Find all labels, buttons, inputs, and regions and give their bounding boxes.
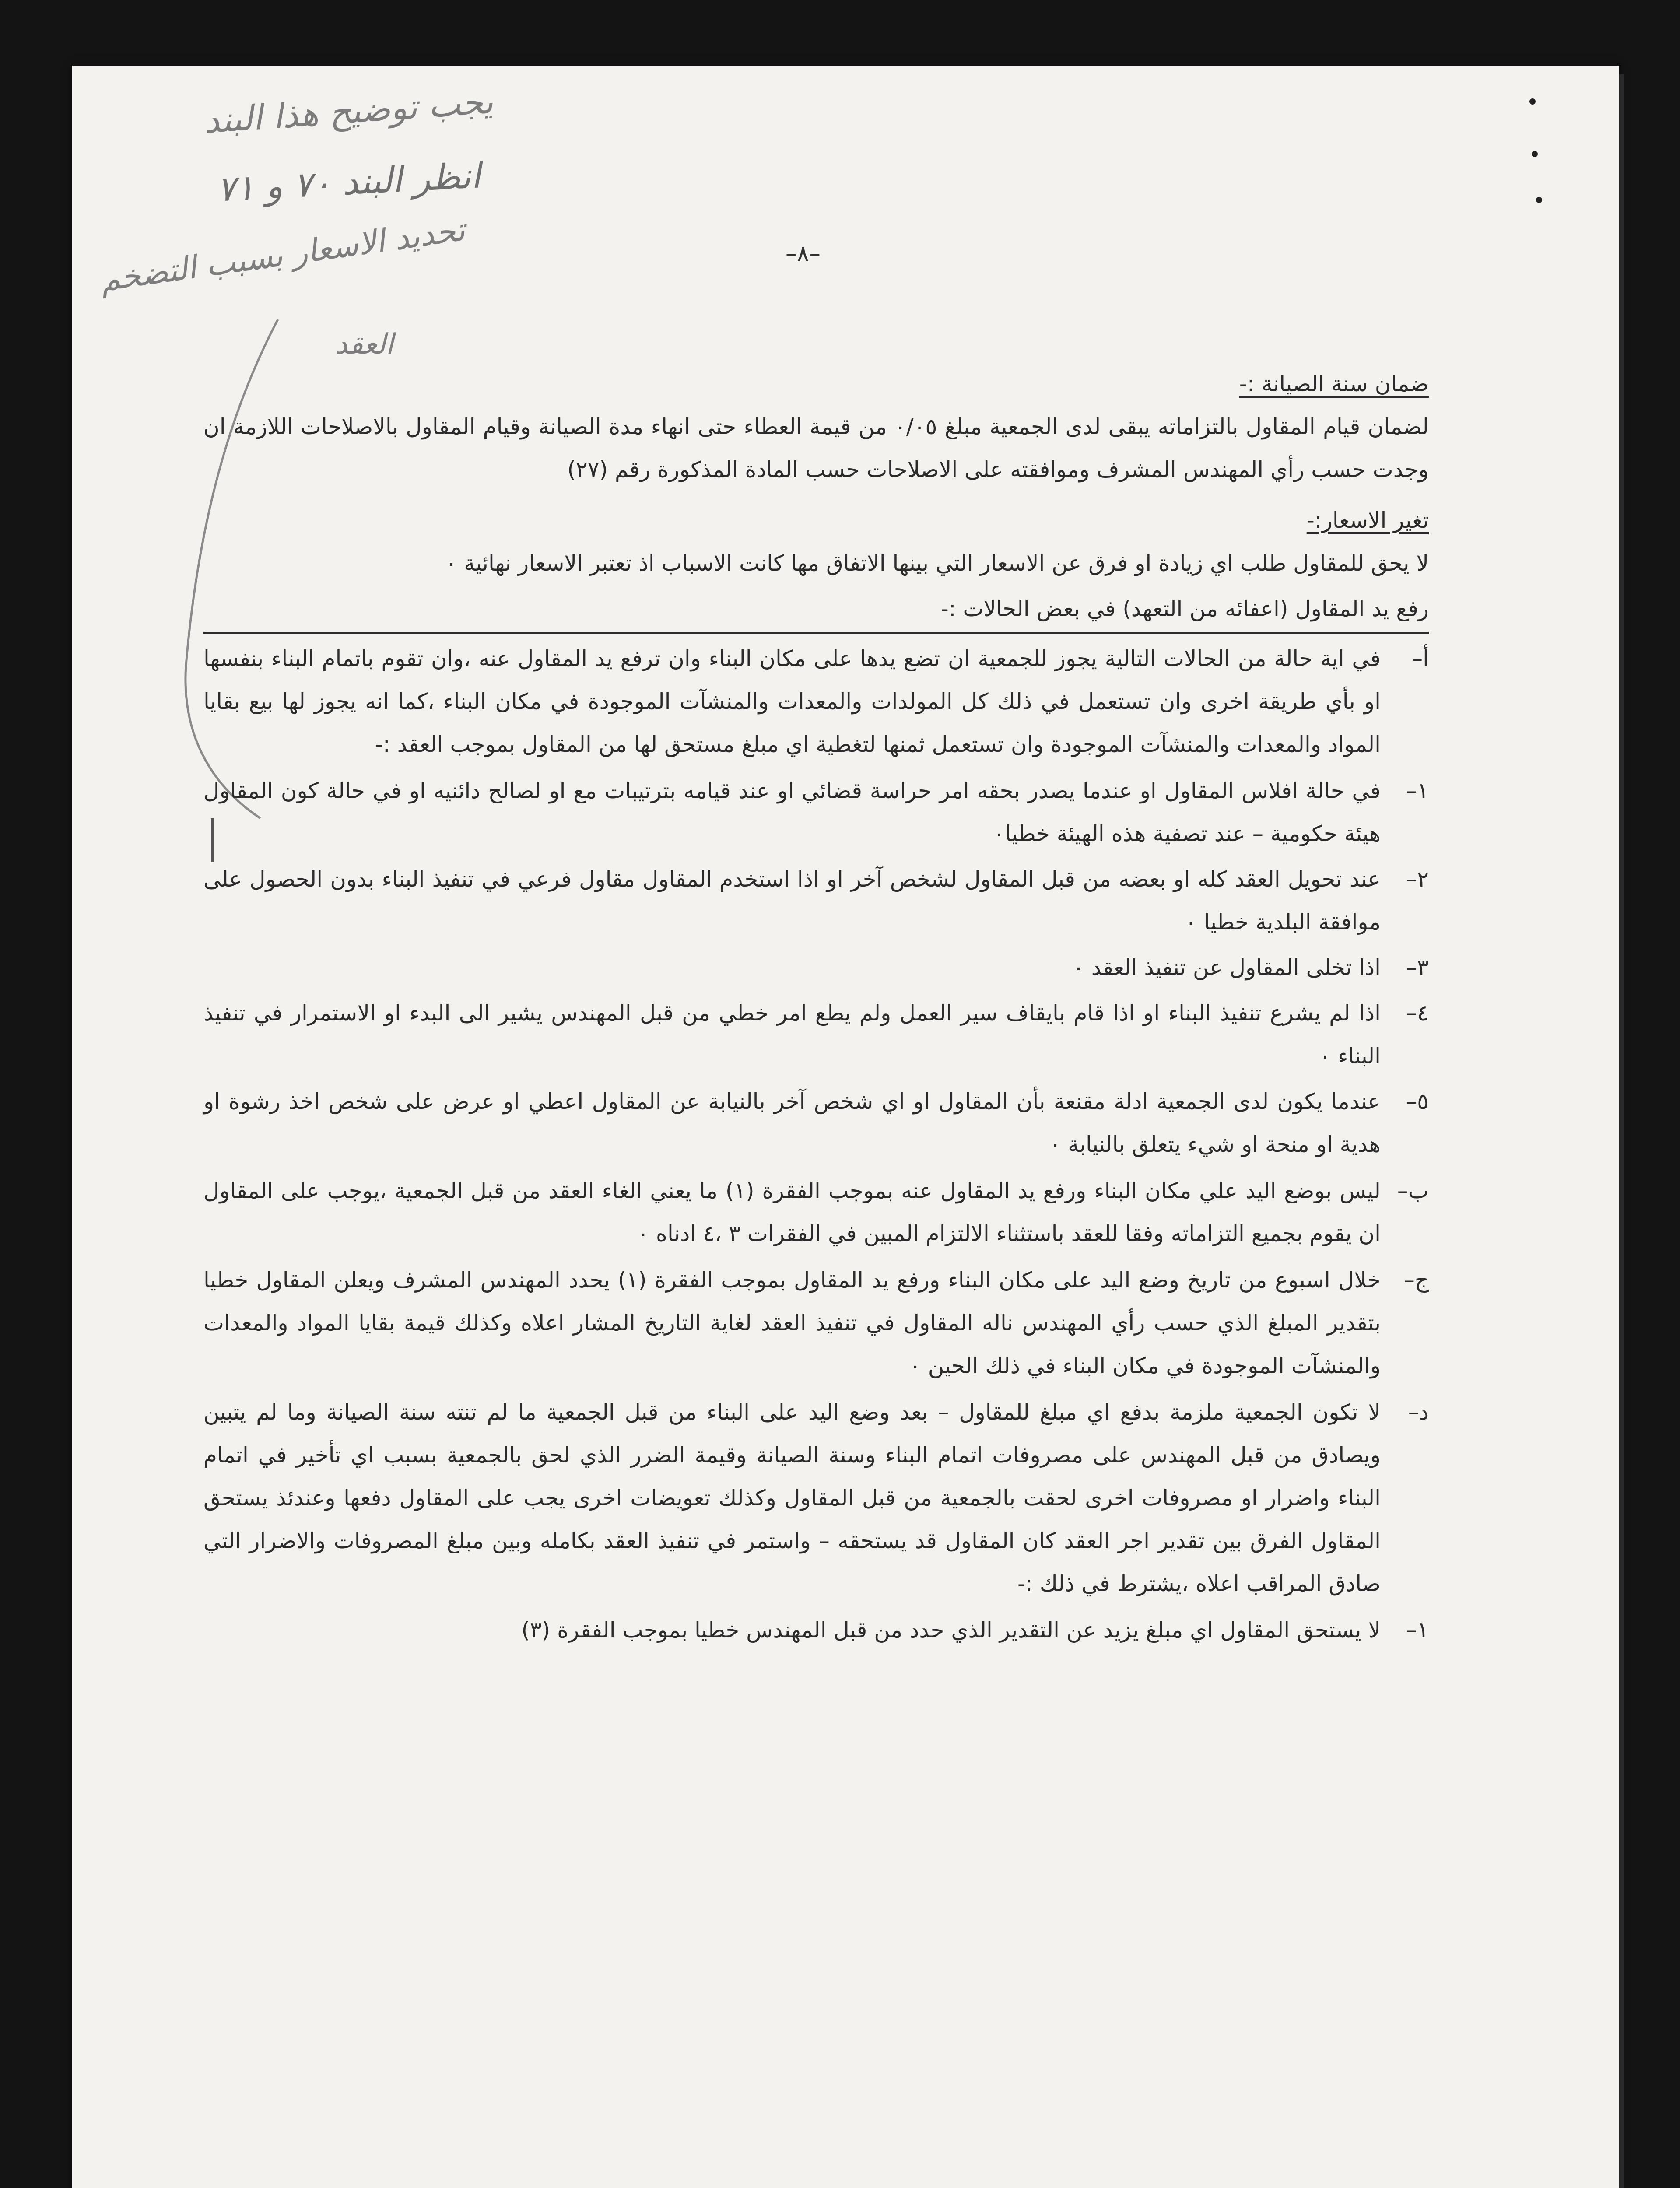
list-item [203,769,1429,855]
item-marker: د– [1408,1399,1429,1425]
item-marker: ١– [1406,778,1429,803]
handwritten-note-2: انظر البند ٧٠ و ٧١ [215,155,482,210]
item-text: في حالة افلاس المقاول او عندما يصدر بحقه امر حراسة قضائي او عند قيامه بترتيبات مع او لصالح دائنيه او في حالة كون المقاول هيئة حكومية – عند تصفية هذه الهيئة خطيا٠ [203,778,1381,846]
prices-heading: تغير الاسعار:- [1306,508,1429,533]
item-text: لا يستحق المقاول اي مبلغ يزيد عن التقدير الذي حدد من قبل المهندس خطيا بموجب الفقرة (٣) [521,1617,1381,1643]
page-number: –٨– [786,241,821,267]
list-item [203,858,1429,943]
item-marker: ٥– [1406,1089,1429,1114]
margin-dot [1532,151,1538,157]
item-text: اذا لم يشرع تنفيذ البناء او اذا قام بايقاف سير العمل ولم يطع امر خطي من قبل المهندس يشير الى البدء او الاستمرار في تنفيذ البناء ٠ [203,1000,1381,1069]
item-text: عندما يكون لدى الجمعية ادلة مقنعة بأن المقاول او اي شخص آخر بالنيابة عن المقاول اعطي او عرض على شخص اخذ رشوة او هدية او منحة او شيء يتعلق بالنيابة ٠ [203,1089,1381,1157]
withdrawal-heading: رفع يد المقاول (اعفائه من التعهد) في بعض الحالات :- [203,587,1429,634]
handwritten-note-1: يجب توضيح هذا البند [202,82,495,141]
list-item [203,637,1429,766]
item-text: ليس بوضع اليد علي مكان البناء ورفع يد المقاول عنه بموجب الفقرة (١) ما يعني الغاء العقد من قبل الجمعية ،يوجب على المقاول ان يقوم بجميع التزاماته وفقا للعقد باستثناء الالتزام المبين في الفقرات ٣ ،٤ ادناه ٠ [203,1178,1381,1246]
list-item [203,946,1429,989]
item-marker: أ– [1412,646,1429,671]
maintenance-heading: ضمان سنة الصيانة :- [1239,371,1429,396]
document-page [72,66,1619,2188]
document-body [203,354,1429,1654]
item-marker: ٢– [1406,866,1429,892]
margin-dot [1529,98,1536,105]
item-text: لا تكون الجمعية ملزمة بدفع اي مبلغ للمقاول – بعد وضع اليد على البناء من قبل الجمعية ما لم تنته سنة الصيانة وما لم يتبين ويصادق من قبل المهندس على مصروفات اتمام البناء وسنة الصيانة وقيمة الضرر الذي لحق بالجمعية بسبب اي تأخير في اتمام البناء واضرار او مصروفات اخرى لحقت بالجمعية من قبل المقاول وكذلك تعويضات اخرى يجب على المقاول دفعها وعندئذ يستحق المقاول الفرق بين تقدير اجر العقد كان المقاول قد يستحقه – واستمر في تنفيذ العقد بكامله وبين مبلغ المصروفات والاضرار التي صادق المراقب اعلاه ،يشترط في ذلك :- [203,1399,1381,1596]
item-marker: ٣– [1406,955,1429,980]
list-item [203,1080,1429,1166]
list-item [203,1169,1429,1255]
item-marker: ج– [1403,1267,1429,1293]
prices-paragraph: لا يحق للمقاول طلب اي زيادة او فرق عن الاسعار التي بينها الاتفاق مها كانت الاسباب اذ تعتبر الاسعار نهائية ٠ [445,551,1429,576]
handwritten-note-3: تحديد الاسعار بسبب التضخم [98,210,467,299]
item-text: خلال اسبوع من تاريخ وضع اليد على مكان البناء ورفع يد المقاول بموجب الفقرة (١) يحدد المهندس المشرف ويعلن المقاول خطيا بتقدير المبلغ الذي حسب رأي المهندس ناله المقاول في تنفيذ العقد لغاية التاريخ المشار اعلاه وكذلك قيمة بقايا المواد والمعدات والمنشآت الموجودة في مكان البناء في ذلك الحين ٠ [203,1267,1381,1378]
item-text: في اية حالة من الحالات التالية يجوز للجمعية ان تضع يدها على مكان البناء وان ترفع يد المقاول عنه ،وان تقوم باتمام البناء بنفسها او بأي طريقة اخرى وان تستعمل في ذلك كل المولدات والمعدات والمنشآت الموجودة في مكان البناء ،كما انه يجوز لها بيع بقايا المواد والمعدات والمنشآت الموجودة وان تستعمل ثمنها لتغطية اي مبلغ مستحق لها من المقاول بموجب العقد :- [203,646,1381,757]
page-edge-shadow [1619,74,1624,2188]
item-text: اذا تخلى المقاول عن تنفيذ العقد ٠ [1072,955,1381,980]
item-marker: ٤– [1406,1000,1429,1026]
maintenance-paragraph: لضمان قيام المقاول بالتزاماته يبقى لدى الجمعية مبلغ ٠/٠٥ من قيمة العطاء حتى انهاء مدة الصيانة وقيام المقاول بالاصلاحات اللازمة ان وجدت حسب رأي المهندس المشرف وموافقته على الاصلاحات حسب المادة المذكورة رقم (٢٧) [203,414,1429,482]
list-item [203,1259,1429,1387]
item-marker: ١– [1406,1617,1429,1643]
list-item [203,1609,1429,1652]
margin-dot [1536,197,1542,203]
item-marker: ب– [1397,1178,1429,1203]
list-item [203,992,1429,1077]
list-item [203,1391,1429,1605]
item-text: عند تحويل العقد كله او بعضه من قبل المقاول لشخص آخر او اذا استخدم المقاول مقاول فرعي في تنفيذ البناء بدون الحصول على موافقة البلدية خطيا ٠ [203,866,1381,935]
handwritten-note-4: العقد [335,328,394,361]
